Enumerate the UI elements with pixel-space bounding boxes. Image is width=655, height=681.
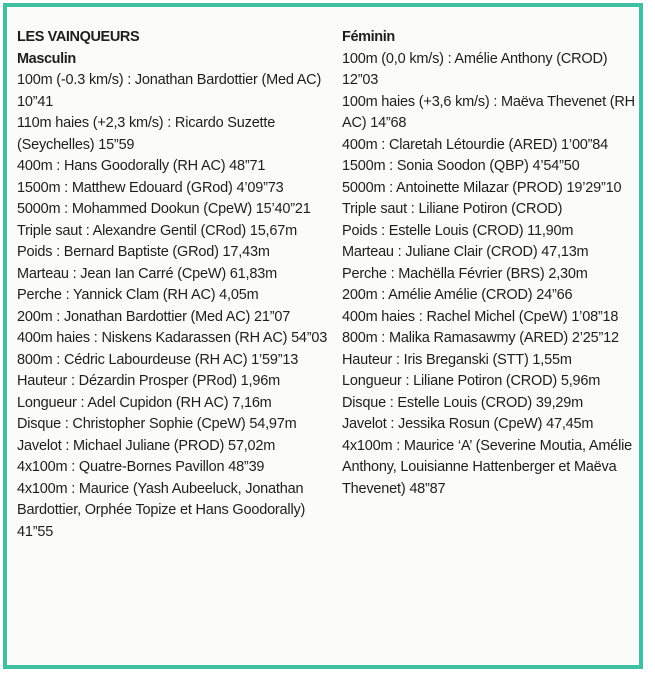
result-item: 800m : Malika Ramasawmy (ARED) 2’25”12 bbox=[342, 330, 619, 346]
result-item: 4x100m : Maurice (Yash Aubeeluck, Jonathan Bardottier, Orphée Topize et Hans Goodorally) 41”55 bbox=[17, 480, 306, 540]
results-box bbox=[3, 3, 643, 669]
result-item: 800m : Cédric Labourdeuse (RH AC) 1’59”13 bbox=[17, 351, 299, 368]
column-feminin bbox=[342, 27, 637, 500]
result-item: Perche : Machëlla Février (BRS) 2,30m bbox=[342, 265, 588, 282]
section-heading-feminin: Féminin bbox=[342, 29, 395, 45]
result-item: Longueur : Adel Cupidon (RH AC) 7,16m bbox=[17, 394, 272, 411]
section-heading-masculin: Masculin bbox=[17, 50, 76, 67]
result-item: 100m (0,0 km/s) : Amélie Anthony (CROD) 12”03 bbox=[342, 50, 608, 88]
results-list-feminin bbox=[342, 49, 637, 501]
result-item: Javelot : Michael Juliane (PROD) 57,02m bbox=[17, 437, 276, 454]
result-item: Marteau : Juliane Clair (CROD) 47,13m bbox=[342, 244, 589, 260]
result-item: 4x100m : Quatre-Bornes Pavillon 48”39 bbox=[17, 459, 265, 475]
result-item: 200m : Amélie Amélie (CROD) 24”66 bbox=[342, 287, 573, 303]
result-item: Triple saut : Liliane Potiron (CROD) bbox=[342, 201, 563, 217]
result-item: 400m haies : Niskens Kadarassen (RH AC) 54”03 bbox=[17, 330, 328, 346]
result-item: 200m : Jonathan Bardottier (Med AC) 21”07 bbox=[17, 308, 291, 325]
result-item: 100m (-0.3 km/s) : Jonathan Bardottier (Med AC) 10”41 bbox=[17, 72, 322, 110]
result-item: Hauteur : Dézardin Prosper (PRod) 1,96m bbox=[17, 373, 280, 389]
result-item: Poids : Estelle Louis (CROD) 11,90m bbox=[342, 222, 574, 239]
result-item: 400m : Claretah Létourdie (ARED) 1’00”84 bbox=[342, 136, 609, 153]
result-item: Hauteur : Iris Breganski (STT) 1,55m bbox=[342, 351, 572, 368]
result-item: 5000m : Antoinette Milazar (PROD) 19’29”10 bbox=[342, 179, 622, 196]
result-item: 1500m : Sonia Soodon (QBP) 4’54”50 bbox=[342, 158, 580, 174]
result-item: Disque : Estelle Louis (CROD) 39,29m bbox=[342, 394, 584, 411]
result-item: Triple saut : Alexandre Gentil (CRod) 15,67m bbox=[17, 222, 297, 239]
result-item: 100m haies (+3,6 km/s) : Maëva Thevenet (RH AC) 14”68 bbox=[342, 93, 635, 131]
result-item: 400m : Hans Goodorally (RH AC) 48”71 bbox=[17, 158, 266, 174]
result-item: Poids : Bernard Baptiste (GRod) 17,43m bbox=[17, 244, 270, 260]
result-item: 110m haies (+2,3 km/s) : Ricardo Suzette (Seychelles) 15”59 bbox=[17, 115, 276, 153]
result-item: 400m haies : Rachel Michel (CpeW) 1’08”18 bbox=[342, 308, 619, 325]
result-item: Longueur : Liliane Potiron (CROD) 5,96m bbox=[342, 373, 601, 389]
result-item: 4x100m : Maurice ‘A’ (Severine Moutia, Amélie Anthony, Louisianne Hattenberger et Maëva Thevenet) 48”87 bbox=[342, 437, 632, 497]
result-item: 5000m : Mohammed Dookun (CpeW) 15’40”21 bbox=[17, 201, 311, 217]
column-masculin bbox=[17, 27, 337, 543]
result-item: 1500m : Matthew Edouard (GRod) 4’09”73 bbox=[17, 179, 284, 196]
result-item: Disque : Christopher Sophie (CpeW) 54,97m bbox=[17, 416, 297, 432]
page-title: LES VAINQUEURS bbox=[17, 29, 140, 45]
result-item: Javelot : Jessika Rosun (CpeW) 47,45m bbox=[342, 416, 594, 432]
result-item: Marteau : Jean Ian Carré (CpeW) 61,83m bbox=[17, 265, 277, 282]
result-item: Perche : Yannick Clam (RH AC) 4,05m bbox=[17, 287, 259, 303]
results-list-masculin bbox=[17, 70, 337, 543]
